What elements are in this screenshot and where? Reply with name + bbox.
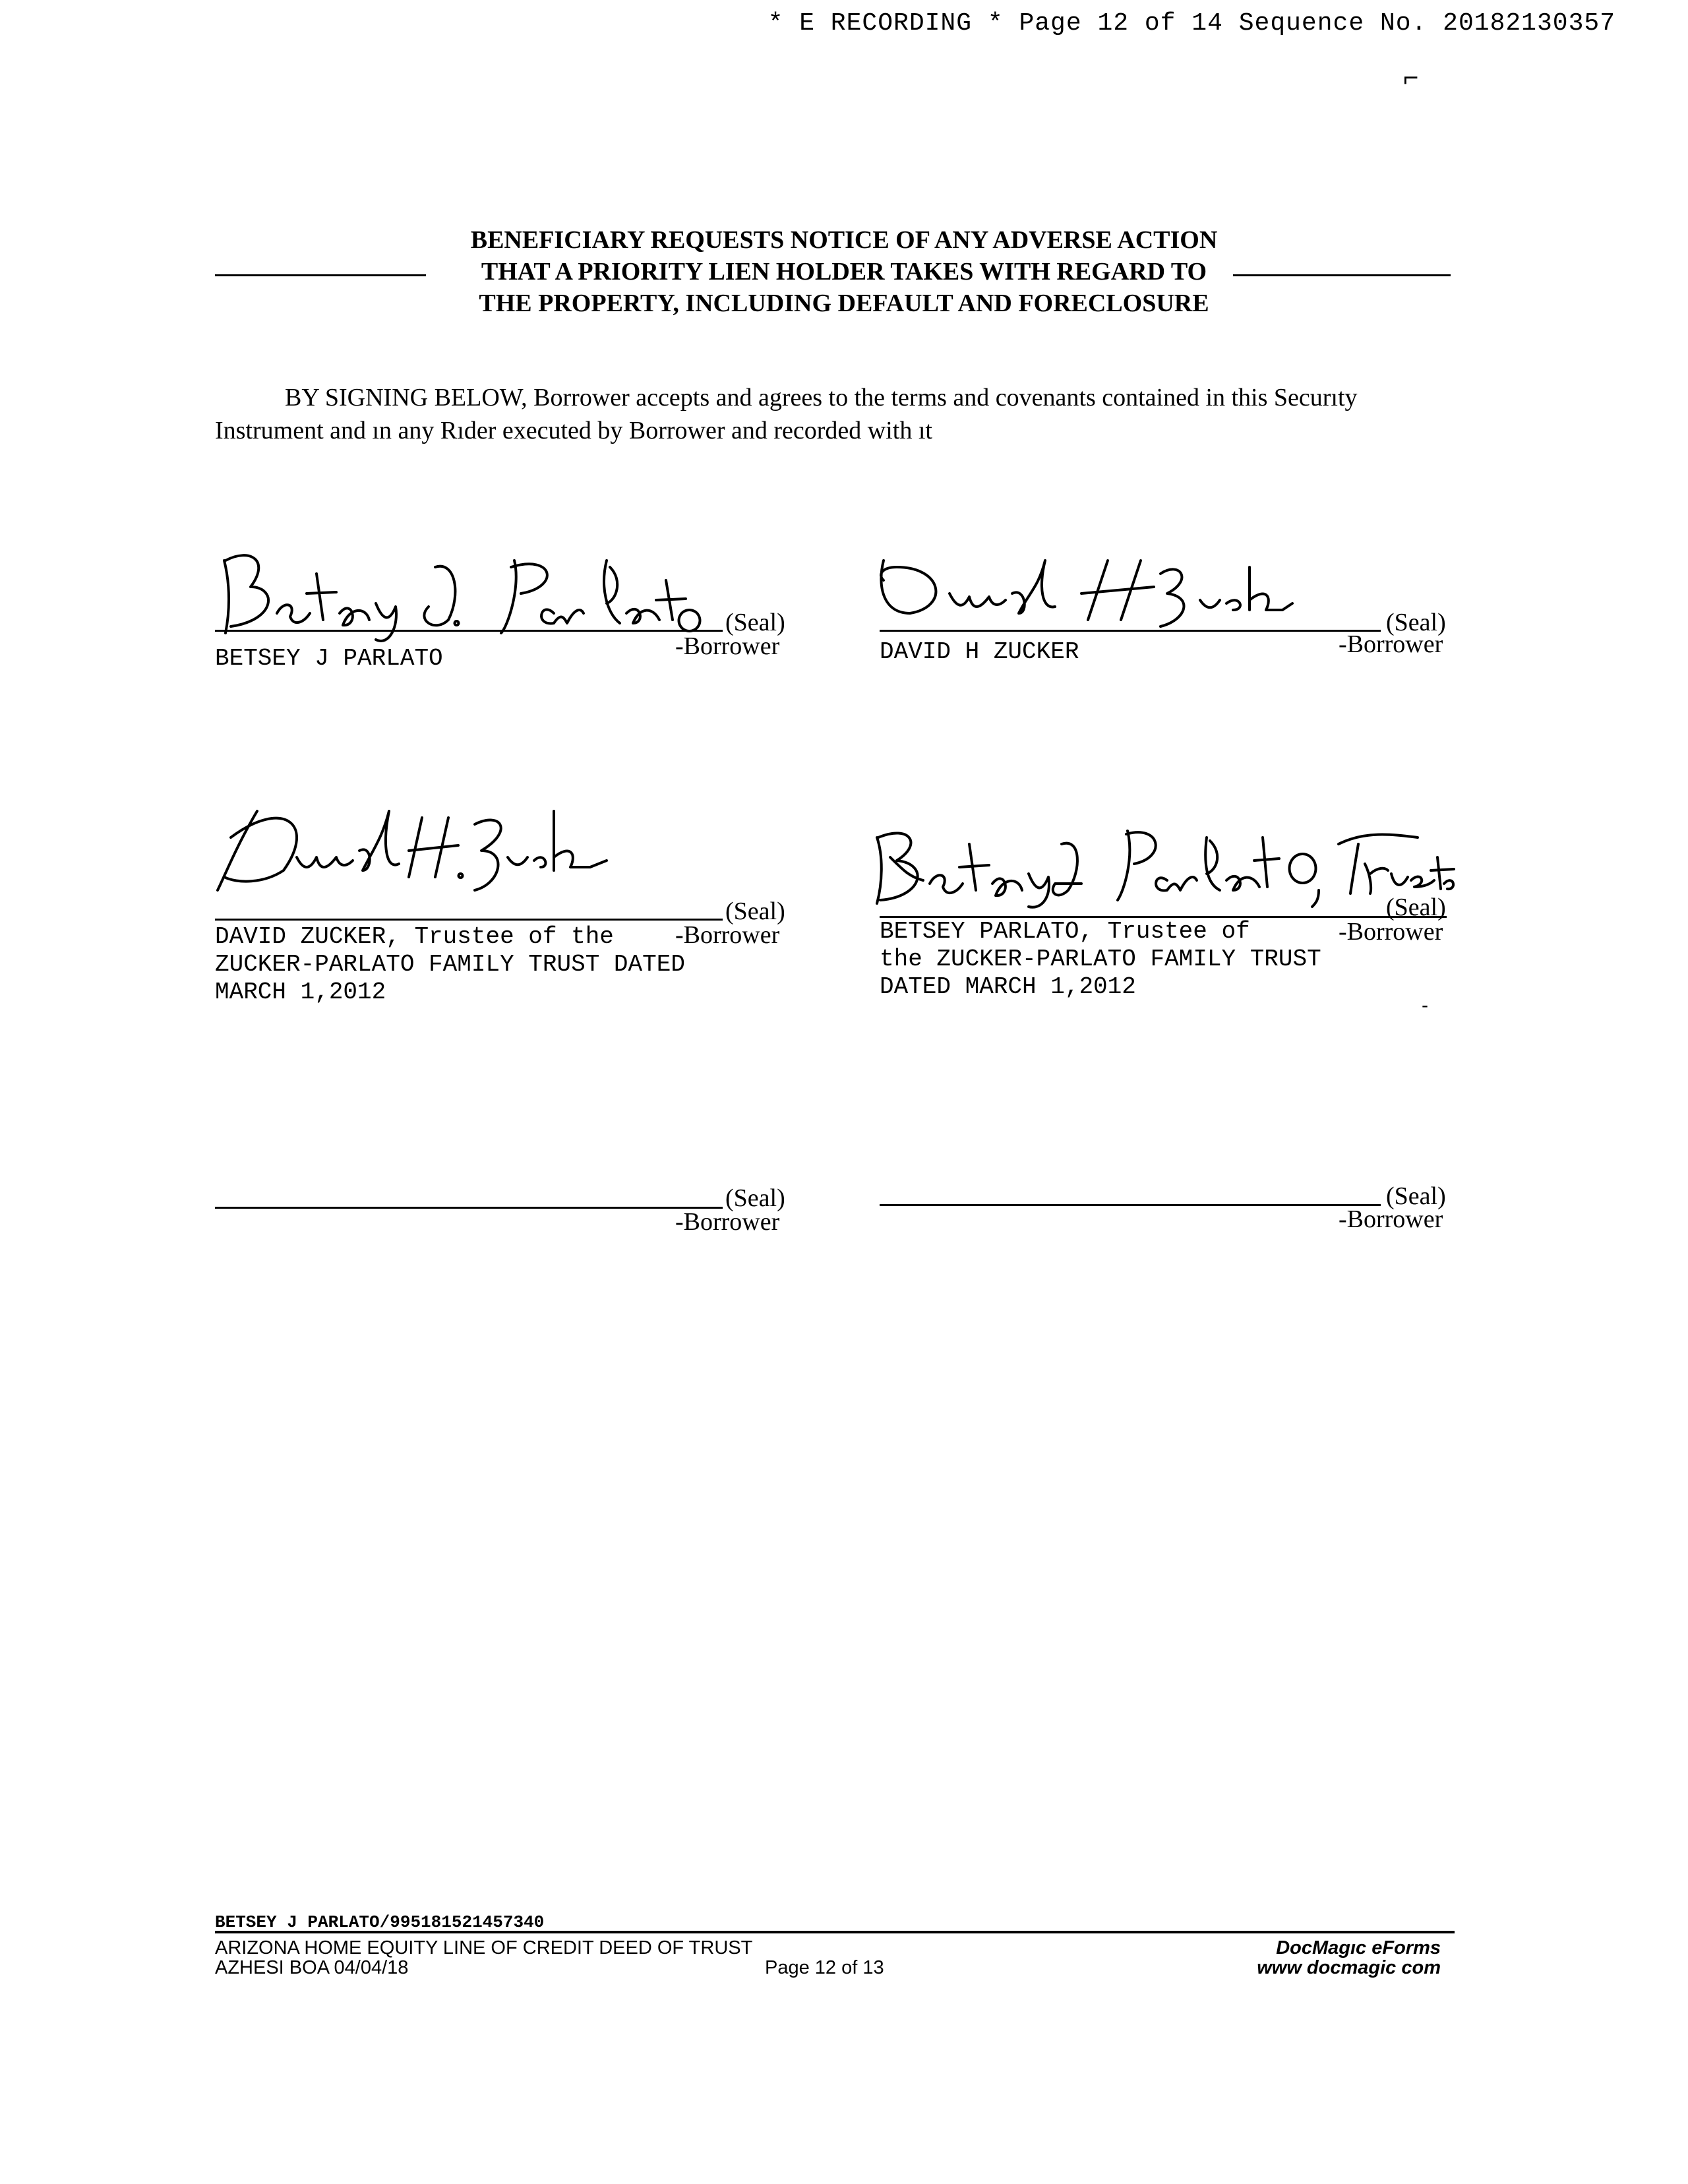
seal-label-4: (Seal): [1386, 894, 1446, 921]
seal-label-6: (Seal): [1386, 1182, 1446, 1210]
borrower-label-2: -Borrower: [1339, 630, 1443, 658]
signature-betsey-parlato: [211, 541, 712, 640]
signature-line-2: [880, 630, 1381, 632]
signer-name-2: DAVID H ZUCKER: [880, 638, 1079, 665]
signing-statement: BY SIGNING BELOW, Borrower accepts and agrees to the terms and covenants contained in this Securıty Instrument and ın any Rıder executed by Borrower and recorded with ıt: [215, 384, 1358, 444]
borrower-label-5: -Borrower: [675, 1208, 780, 1236]
footer-form-code: AZHESI BOA 04/04/18: [215, 1957, 409, 1978]
recording-header: * E RECORDING * Page 12 of 14 Sequence No. 20182130357: [768, 9, 1615, 38]
signer-name-3: DAVID ZUCKER, Trustee of the ZUCKER-PARLATO FAMILY TRUST DATED MARCH 1,2012: [215, 923, 685, 1006]
signer-name-1: BETSEY J PARLATO: [215, 645, 443, 672]
signature-david-zucker-trustee: [211, 798, 607, 897]
notice-title-line-3: THE PROPERTY, INCLUDING DEFAULT AND FORECLOSURE: [479, 289, 1209, 317]
title-rule-left: [215, 274, 426, 276]
footer-form-title: ARIZONA HOME EQUITY LINE OF CREDIT DEED OF TRUST: [215, 1937, 753, 1958]
footer-page-number: Page 12 of 13: [765, 1957, 884, 1978]
footer-brand: DocMagıc eForms: [1276, 1937, 1441, 1958]
footer-rule: [215, 1931, 1455, 1933]
signature-david-zucker: [870, 547, 1292, 633]
title-rule-right: [1233, 274, 1451, 276]
notice-title-line-2: THAT A PRIORITY LIEN HOLDER TAKES WITH REGARD TO: [481, 258, 1207, 286]
seal-label-5: (Seal): [725, 1184, 785, 1212]
signer-name-4: BETSEY PARLATO, Trustee of the ZUCKER-PARLATO FAMILY TRUST DATED MARCH 1,2012: [880, 918, 1321, 1000]
borrower-label-3: -Borrower: [675, 921, 780, 949]
signature-line-6: [880, 1204, 1381, 1206]
seal-label-1: (Seal): [725, 609, 785, 636]
signature-line-1: [215, 630, 723, 632]
footer-url: www docmagic com: [1257, 1957, 1441, 1978]
borrower-label-1: -Borrower: [675, 632, 780, 660]
borrower-label-4: -Borrower: [1339, 918, 1443, 946]
borrower-label-6: -Borrower: [1339, 1205, 1443, 1233]
stray-mark: -: [1422, 994, 1428, 1016]
signature-line-3: [215, 919, 723, 921]
signature-betsey-parlato-trustee: [864, 818, 1457, 910]
corner-mark: ⌐: [1403, 63, 1419, 92]
seal-label-2: (Seal): [1386, 609, 1446, 636]
seal-label-3: (Seal): [725, 897, 785, 925]
notice-title-line-1: BENEFICIARY REQUESTS NOTICE OF ANY ADVERSE ACTION: [470, 226, 1218, 254]
signature-line-5: [215, 1207, 723, 1209]
footer-loan-id: BETSEY J PARLATO/995181521457340: [215, 1912, 545, 1932]
